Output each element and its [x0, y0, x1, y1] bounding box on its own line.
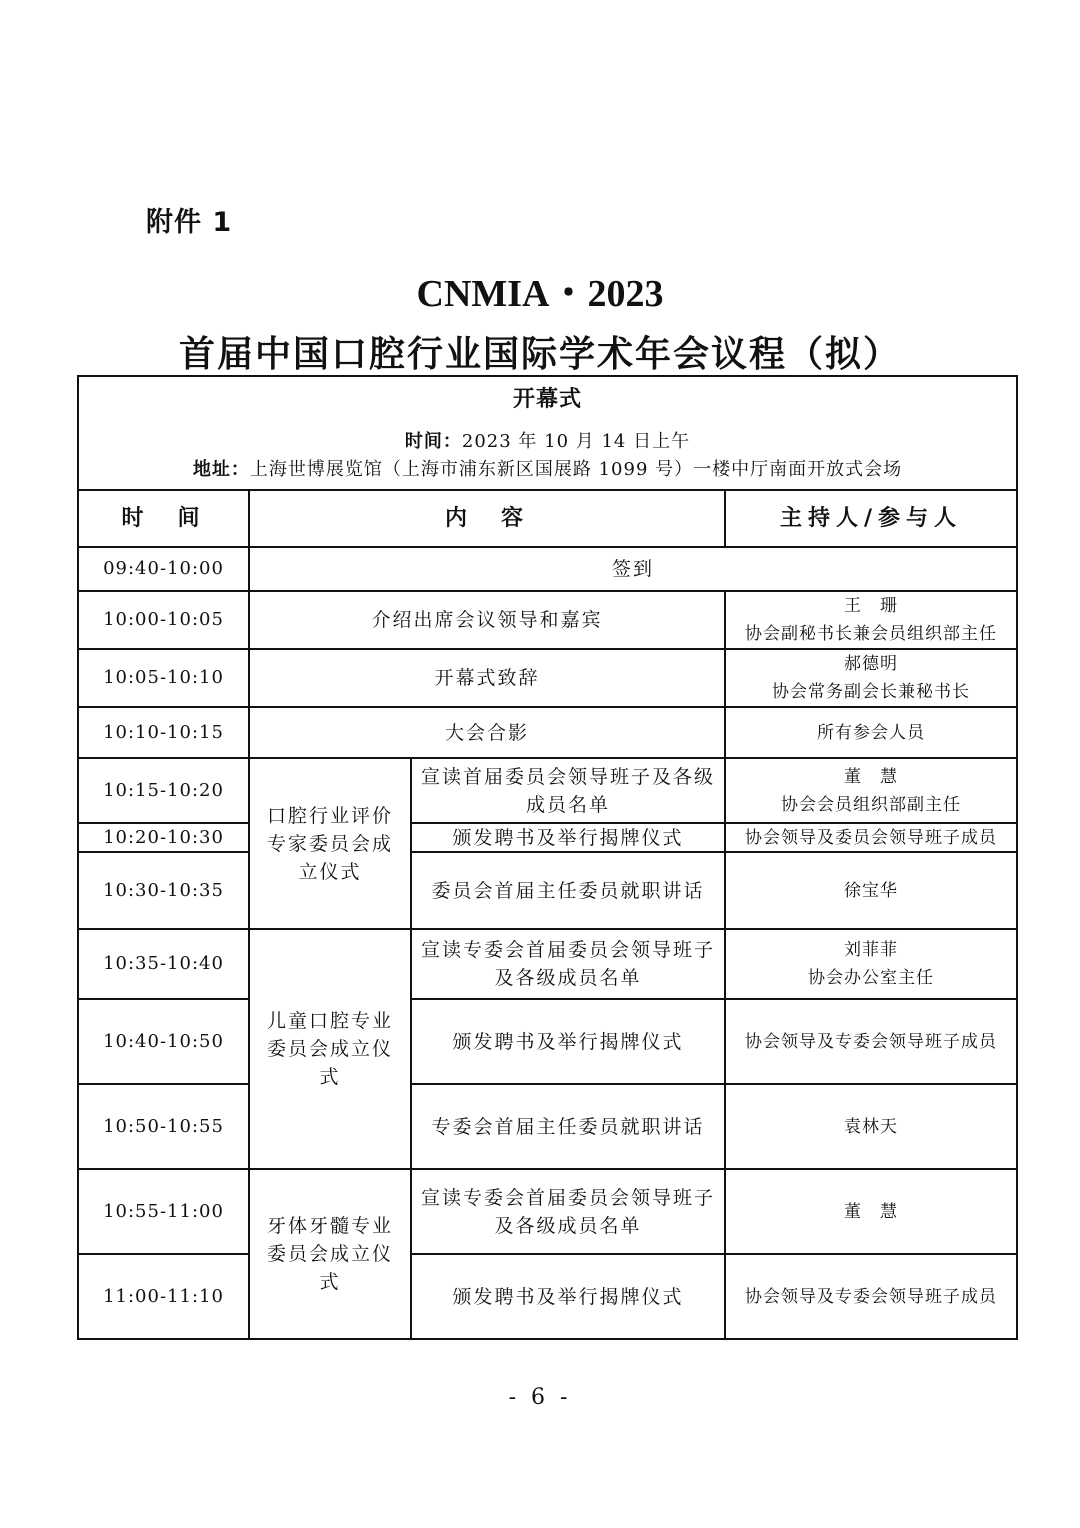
row-time: 10:50-10:55 [78, 1084, 249, 1169]
session-time-label: 时间： [404, 431, 462, 452]
host-name: 王 珊 [844, 596, 898, 616]
table-row [78, 591, 1017, 649]
group-name: 牙体牙髓专业委员会成立仪式 [249, 1169, 411, 1339]
row-time: 09:40-10:00 [78, 547, 249, 591]
host-name: 刘菲菲 [844, 940, 898, 960]
row-content: 颁发聘书及举行揭牌仪式 [411, 999, 725, 1084]
column-header-content: 内 容 [249, 490, 725, 547]
row-host [725, 591, 1017, 649]
row-host: 徐宝华 [725, 852, 1017, 929]
session-header-row [78, 376, 1017, 490]
row-time: 10:35-10:40 [78, 929, 249, 999]
row-time: 10:15-10:20 [78, 758, 249, 823]
document-title-line2: 首届中国口腔行业国际学术年会议程（拟） [178, 334, 901, 375]
row-content: 颁发聘书及举行揭牌仪式 [411, 1254, 725, 1339]
row-host: 协会领导及专委会领导班子成员 [725, 999, 1017, 1084]
row-time: 10:20-10:30 [78, 823, 249, 852]
host-title: 协会会员组织部副主任 [781, 794, 961, 815]
session-header [78, 376, 1017, 490]
row-host [725, 929, 1017, 999]
row-content: 宣读首届委员会领导班子及各级成员名单 [411, 758, 725, 823]
row-content: 颁发聘书及举行揭牌仪式 [411, 823, 725, 852]
attachment-label: 附件 1 [146, 207, 233, 238]
session-address [83, 456, 1012, 484]
session-address-label: 地址： [192, 459, 250, 480]
column-header-host: 主持人/参与人 [725, 490, 1017, 547]
row-time: 10:05-10:10 [78, 649, 249, 707]
row-content: 开幕式致辞 [249, 649, 725, 707]
host-title: 协会常务副会长兼秘书长 [772, 682, 970, 702]
agenda-table [77, 375, 1018, 1340]
table-row [78, 852, 1017, 929]
row-time: 10:00-10:05 [78, 591, 249, 649]
host-title: 协会副秘书长兼会员组织部主任 [745, 624, 997, 644]
session-time-value: 2023 年 10 月 14 日上午 [461, 431, 691, 452]
row-time: 10:55-11:00 [78, 1169, 249, 1254]
table-row [78, 823, 1017, 852]
session-time [83, 428, 1012, 456]
table-row [78, 1084, 1017, 1169]
row-host: 所有参会人员 [725, 707, 1017, 758]
table-row [78, 547, 1017, 591]
row-content: 签到 [249, 547, 1017, 591]
row-host: 董 慧 [725, 1169, 1017, 1254]
row-content: 介绍出席会议领导和嘉宾 [249, 591, 725, 649]
row-time: 10:10-10:15 [78, 707, 249, 758]
table-row [78, 649, 1017, 707]
table-row [78, 1254, 1017, 1339]
column-header-time: 时 间 [78, 490, 249, 547]
host-name: 郝德明 [844, 654, 898, 674]
group-name: 儿童口腔专业委员会成立仪式 [249, 929, 411, 1169]
table-row [78, 758, 1017, 823]
row-time: 10:40-10:50 [78, 999, 249, 1084]
row-content: 委员会首届主任委员就职讲话 [411, 852, 725, 929]
page-number: - 6 - [508, 1385, 572, 1410]
session-address-value: 上海世博展览馆（上海市浦东新区国展路 1099 号）一楼中厅南面开放式会场 [249, 459, 903, 480]
row-host [725, 758, 1017, 823]
row-host [725, 649, 1017, 707]
row-host: 袁林天 [725, 1084, 1017, 1169]
row-time: 11:00-11:10 [78, 1254, 249, 1339]
table-row [78, 707, 1017, 758]
row-host: 协会领导及委员会领导班子成员 [725, 823, 1017, 852]
row-time: 10:30-10:35 [78, 852, 249, 929]
table-row [78, 929, 1017, 999]
group-name: 口腔行业评价专家委员会成立仪式 [249, 758, 411, 929]
session-name: 开幕式 [512, 387, 582, 412]
row-content: 大会合影 [249, 707, 725, 758]
document-title-line1: CNMIA・2023 [416, 273, 664, 315]
table-row [78, 999, 1017, 1084]
row-content: 宣读专委会首届委员会领导班子及各级成员名单 [411, 929, 725, 999]
row-host: 协会领导及专委会领导班子成员 [725, 1254, 1017, 1339]
host-title: 协会办公室主任 [808, 968, 934, 988]
table-row [78, 1169, 1017, 1254]
column-header-row [78, 490, 1017, 547]
row-content: 宣读专委会首届委员会领导班子及各级成员名单 [411, 1169, 725, 1254]
row-content: 专委会首届主任委员就职讲话 [411, 1084, 725, 1169]
host-name: 董 慧 [844, 766, 898, 787]
